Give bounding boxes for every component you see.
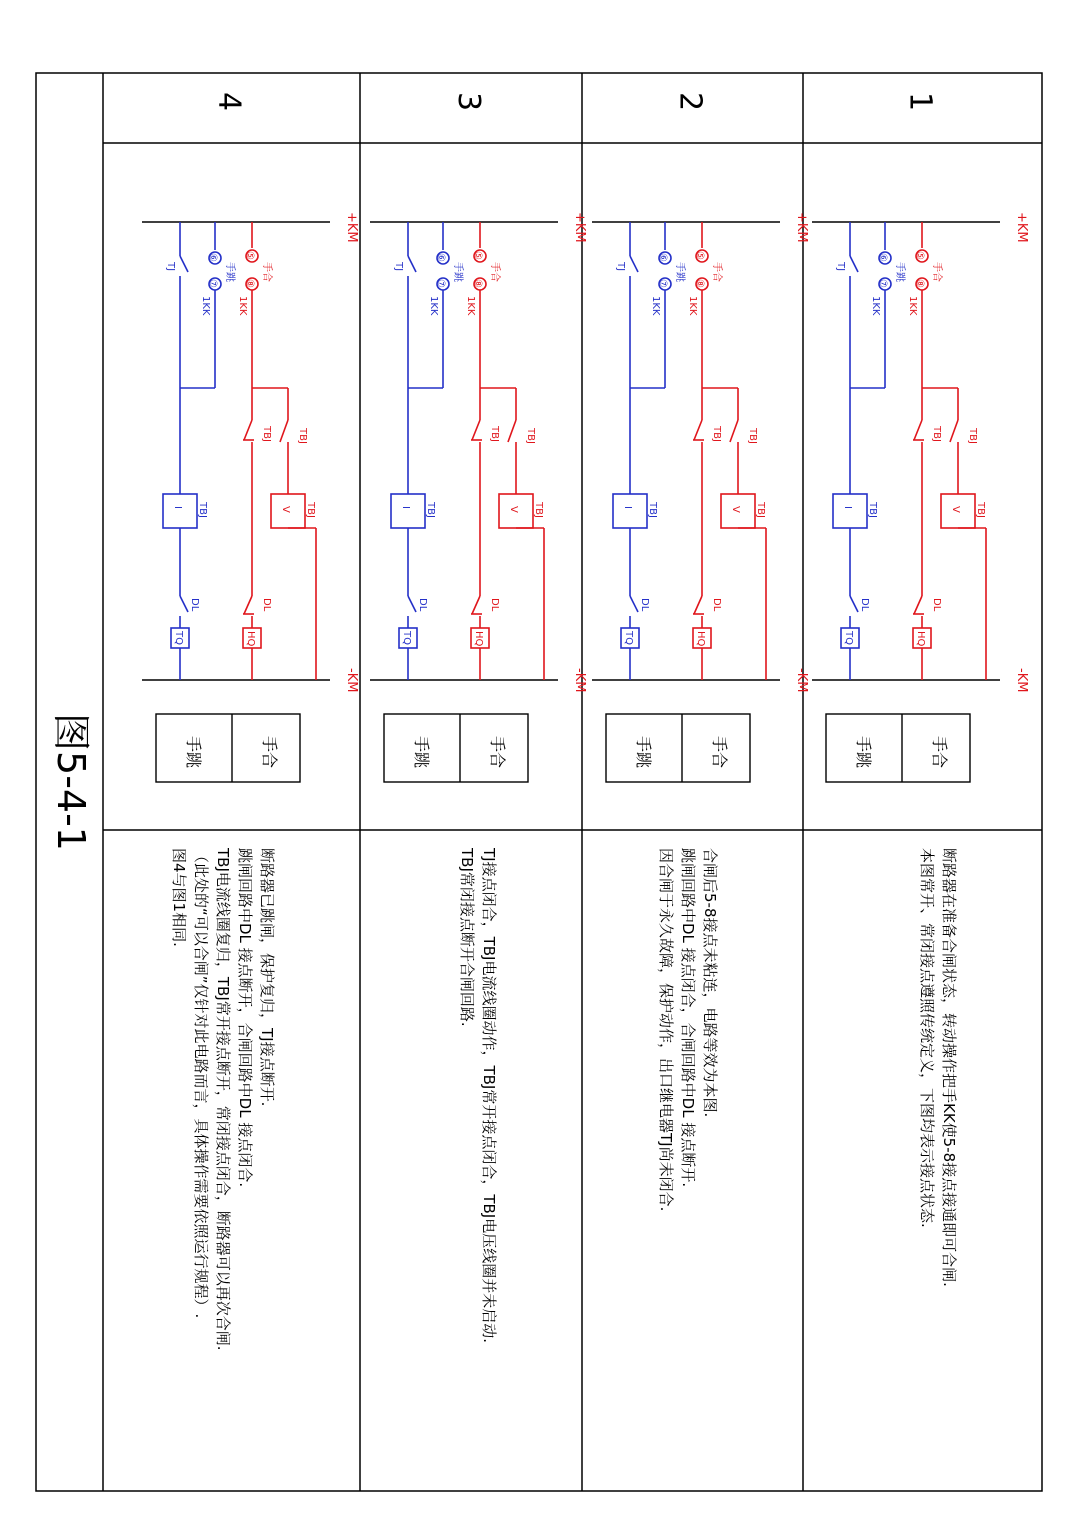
kk-label: 1KK bbox=[237, 296, 248, 316]
kk-label: 1KK bbox=[465, 296, 476, 316]
hand-close-cell: 手合 bbox=[710, 736, 729, 769]
dl-label-blue: DL bbox=[639, 598, 650, 612]
tbj-contact-open bbox=[730, 420, 738, 442]
v-coil-tbj-label: TBJ bbox=[305, 502, 316, 518]
hq-label: HQ bbox=[695, 631, 706, 647]
bus-negative-label: -KM bbox=[572, 668, 587, 693]
hand-close-tag: 手合 bbox=[711, 262, 722, 282]
tbj-contact-label: TBJ bbox=[297, 428, 308, 444]
figure-label: 图5-4-1 bbox=[49, 713, 93, 851]
hand-trip-tag: 手跳 bbox=[894, 262, 905, 282]
hand-trip-cell: 手跳 bbox=[854, 736, 873, 769]
hand-close-cell: 手合 bbox=[260, 736, 279, 769]
i-coil-tbj-label: TBJ bbox=[197, 502, 208, 518]
tq-label: TQ bbox=[843, 631, 854, 645]
tbj-contact-closed bbox=[472, 420, 480, 440]
panel-3 bbox=[370, 92, 587, 1343]
contact-5-label: ⑤ bbox=[694, 251, 705, 260]
hand-trip-cell: 手跳 bbox=[412, 736, 431, 769]
hand-close-tag: 手合 bbox=[489, 262, 500, 282]
contact-7-label: ⑦ bbox=[657, 279, 668, 288]
note-line-1: 断路器已跳闸，保护复归，TJ接点断开. bbox=[258, 848, 276, 1107]
contact-5-label: ⑤ bbox=[244, 251, 255, 260]
v-coil-tbj-label: TBJ bbox=[975, 502, 986, 518]
contact-8-label: ⑧ bbox=[244, 279, 255, 288]
bus-positive-label: +KM bbox=[1014, 212, 1029, 243]
bus-negative-label: -KM bbox=[1014, 668, 1029, 693]
note-line-2: 跳闸回路中DL 接点闭合，合闸回路中DL 接点断开. bbox=[679, 848, 697, 1188]
tj-label: TJ bbox=[835, 262, 846, 272]
i-coil-tbj-label: TBJ bbox=[647, 502, 658, 518]
contact-7-label: ⑦ bbox=[877, 279, 888, 288]
panel-number: 4 bbox=[211, 92, 247, 112]
note-line-2: TBJ常闭接点断开合闸回路. bbox=[458, 848, 476, 1027]
i-coil-label: I bbox=[622, 506, 633, 509]
panel-2 bbox=[592, 92, 809, 1211]
tbj-current-coil bbox=[833, 494, 867, 528]
contact-7-label: ⑦ bbox=[207, 279, 218, 288]
kk-label-blue: 1KK bbox=[650, 296, 661, 316]
panel-1 bbox=[812, 92, 1029, 1287]
dl-contact-blue bbox=[408, 596, 416, 612]
v-coil-label: V bbox=[280, 506, 291, 513]
dl-contact-red bbox=[472, 596, 480, 614]
tj-label: TJ bbox=[615, 262, 626, 272]
tj-contact bbox=[630, 256, 638, 272]
note-line-1: 合闸后5-8接点未粘连，电路等效为本图. bbox=[701, 848, 719, 1118]
tbj-contact-label: TBJ bbox=[525, 428, 536, 444]
tbj-current-coil bbox=[391, 494, 425, 528]
bus-positive-label: +KM bbox=[344, 212, 359, 243]
hand-close-tag: 手合 bbox=[261, 262, 272, 282]
hand-close-cell: 手合 bbox=[930, 736, 949, 769]
hq-label: HQ bbox=[915, 631, 926, 647]
hand-trip-tag: 手跳 bbox=[452, 262, 463, 282]
dl-label-blue: DL bbox=[859, 598, 870, 612]
tbj-contact-closed bbox=[244, 420, 252, 440]
contact-8-label: ⑧ bbox=[472, 279, 483, 288]
tbj-contact-label: TBJ bbox=[967, 428, 978, 444]
hand-close-tag: 手合 bbox=[931, 262, 942, 282]
panels bbox=[142, 92, 1029, 1351]
v-coil-label: V bbox=[730, 506, 741, 513]
note-line-1: TJ接点闭合，TBJ电流线圈动作，TBJ常开接点闭合，TBJ电压线圈并未启动. bbox=[480, 848, 498, 1343]
kk-label-blue: 1KK bbox=[870, 296, 881, 316]
tq-label: TQ bbox=[623, 631, 634, 645]
i-coil-label: I bbox=[172, 506, 183, 509]
contact-7-label: ⑦ bbox=[435, 279, 446, 288]
v-coil-label: V bbox=[950, 506, 961, 513]
note-line-2: 本图常开、常闭接点遵照传统定义，下图均表示接点状态. bbox=[918, 848, 936, 1228]
panel-number: 3 bbox=[451, 92, 486, 112]
tbj-contact-label: TBJ bbox=[747, 428, 758, 444]
dl-contact-blue bbox=[630, 596, 638, 612]
v-coil-tbj-label: TBJ bbox=[533, 502, 544, 518]
contact-5-label: ⑤ bbox=[914, 251, 925, 260]
kk-label: 1KK bbox=[687, 296, 698, 316]
contact-6-label: ⑥ bbox=[877, 253, 888, 262]
tbj-nc-label: TBJ bbox=[261, 426, 272, 442]
tbj-nc-label: TBJ bbox=[489, 426, 500, 442]
tj-contact bbox=[850, 256, 858, 272]
hq-label: HQ bbox=[473, 631, 484, 647]
note-line-3: 因合闸于永久故障，保护动作，出口继电器TJ尚未闭合. bbox=[657, 848, 675, 1212]
hand-trip-cell: 手跳 bbox=[184, 736, 203, 769]
dl-contact-red bbox=[244, 596, 252, 614]
tq-label: TQ bbox=[401, 631, 412, 645]
panel-4 bbox=[142, 92, 359, 1351]
note-line-5: 图4与图1相同. bbox=[170, 848, 188, 947]
tbj-contact-open bbox=[508, 420, 516, 442]
tq-label: TQ bbox=[173, 631, 184, 645]
i-coil-tbj-label: TBJ bbox=[867, 502, 878, 518]
i-coil-label: I bbox=[400, 506, 411, 509]
v-coil-label: V bbox=[508, 506, 519, 513]
tj-label: TJ bbox=[165, 262, 176, 272]
hq-label: HQ bbox=[245, 631, 256, 647]
panel-number: 1 bbox=[902, 92, 938, 112]
dl-label-red: DL bbox=[261, 598, 272, 612]
hand-trip-cell: 手跳 bbox=[634, 736, 653, 769]
contact-5-label: ⑤ bbox=[472, 251, 483, 260]
tj-label: TJ bbox=[393, 262, 404, 272]
dl-label-red: DL bbox=[711, 598, 722, 612]
hand-trip-tag: 手跳 bbox=[674, 262, 685, 282]
note-line-4: （此处的“可以合闸”仅针对此电路而言，具体操作需要依照运行规程）. bbox=[192, 848, 210, 1319]
dl-contact-blue bbox=[180, 596, 188, 612]
kk-label: 1KK bbox=[907, 296, 918, 316]
tbj-current-coil bbox=[163, 494, 197, 528]
hand-close-cell: 手合 bbox=[488, 736, 507, 769]
bus-negative-label: -KM bbox=[344, 668, 359, 693]
tj-contact bbox=[408, 256, 416, 272]
dl-label-blue: DL bbox=[417, 598, 428, 612]
note-line-2: 跳闸回路中DL 接点断开，合闸回路中DL 接点闭合. bbox=[236, 848, 254, 1188]
kk-label-blue: 1KK bbox=[200, 296, 211, 316]
tbj-contact-open bbox=[280, 420, 288, 442]
tbj-contact-closed bbox=[694, 420, 702, 440]
i-coil-tbj-label: TBJ bbox=[425, 502, 436, 518]
hand-trip-tag: 手跳 bbox=[224, 262, 235, 282]
contact-6-label: ⑥ bbox=[207, 253, 218, 262]
note-line-3: TBJ电流线圈复归，TBJ常开接点断开，常闭接点闭合，断路器可以再次合闸. bbox=[214, 848, 232, 1351]
bus-positive-label: +KM bbox=[794, 212, 809, 243]
contact-8-label: ⑧ bbox=[694, 279, 705, 288]
tbj-nc-label: TBJ bbox=[711, 426, 722, 442]
note-line-1: 断路器在准备合闸状态，转动操作把手KK使5-8接点接通即可合闸. bbox=[940, 848, 958, 1287]
tbj-contact-closed bbox=[914, 420, 922, 440]
i-coil-label: I bbox=[842, 506, 853, 509]
tbj-current-coil bbox=[613, 494, 647, 528]
contact-8-label: ⑧ bbox=[914, 279, 925, 288]
dl-label-red: DL bbox=[931, 598, 942, 612]
dl-contact-blue bbox=[850, 596, 858, 612]
v-coil-tbj-label: TBJ bbox=[755, 502, 766, 518]
tj-contact bbox=[180, 256, 188, 272]
kk-label-blue: 1KK bbox=[428, 296, 439, 316]
bus-positive-label: +KM bbox=[572, 212, 587, 243]
dl-contact-red bbox=[694, 596, 702, 614]
dl-label-red: DL bbox=[489, 598, 500, 612]
tbj-nc-label: TBJ bbox=[931, 426, 942, 442]
bus-negative-label: -KM bbox=[794, 668, 809, 693]
tbj-contact-open bbox=[950, 420, 958, 442]
contact-6-label: ⑥ bbox=[435, 253, 446, 262]
panel-number: 2 bbox=[672, 92, 708, 112]
dl-label-blue: DL bbox=[189, 598, 200, 612]
contact-6-label: ⑥ bbox=[657, 253, 668, 262]
dl-contact-red bbox=[914, 596, 922, 614]
